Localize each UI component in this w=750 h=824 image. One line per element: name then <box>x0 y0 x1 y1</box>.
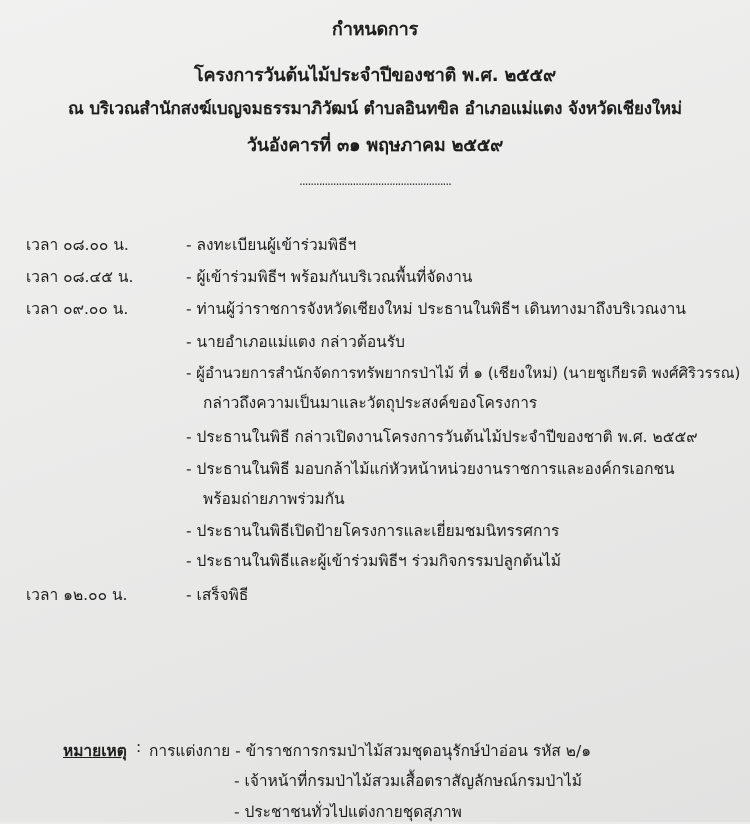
event-date: วันอังคารที่ ๓๑ พฤษภาคม ๒๕๕๙ <box>246 135 504 156</box>
note-line: - ประชาชนทั่วไปแต่งกายชุดสุภาพ <box>234 803 462 821</box>
schedule-activity: - ประธานในพิธี กล่าวเปิดงานโครงการวันต้นไม้ประจำปีของชาติ พ.ศ. ๒๕๕๙ <box>186 428 698 446</box>
schedule-activity: - ประธานในพิธี มอบกล้าไม้แก่หัวหน้าหน่วยงานราชการและองค์กรเอกชน <box>186 460 675 478</box>
project-title: โครงการวันต้นไม้ประจำปีของชาติ พ.ศ. ๒๕๕๙ <box>194 65 556 86</box>
schedule-activity-continued: กล่าวถึงความเป็นมาและวัตถุประสงค์ของโครงการ <box>203 394 538 412</box>
document-title: กำหนดการ <box>331 19 419 40</box>
venue-line: ณ บริเวณสำนักสงฆ์เบญจมธรรมาภิวัฒน์ ตำบลอินทขิล อำเภอแม่แตง จังหวัดเชียงใหม่ <box>68 99 682 119</box>
schedule-time: เวลา ๐๘.๐๐ น. <box>26 236 129 254</box>
schedule-activity: - เสร็จพิธี <box>186 586 249 604</box>
schedule-time: เวลา ๑๒.๐๐ น. <box>26 586 128 604</box>
note-line: - เจ้าหน้าที่กรมป่าไม้สวมเสื้อตราสัญลักษณ์กรมป่าไม้ <box>234 772 582 790</box>
schedule-activity-continued: พร้อมถ่ายภาพร่วมกัน <box>203 490 345 508</box>
schedule-activity: - นายอำเภอแม่แตง กล่าวต้อนรับ <box>186 333 405 351</box>
schedule-time: เวลา ๐๘.๔๕ น. <box>26 268 134 286</box>
schedule-activity: - ท่านผู้ว่าราชการจังหวัดเชียงใหม่ ประธานในพิธีฯ เดินทางมาถึงบริเวณงาน <box>186 300 686 318</box>
schedule-activity: - ผู้อำนวยการสำนักจัดการทรัพยากรป่าไม้ ที่ ๑ (เชียงใหม่) (นายชูเกียรติ พงศ์ศิริวรรณ) <box>186 364 741 382</box>
note-label <box>63 738 127 763</box>
schedule-activity: - ประธานในพิธีเปิดป้ายโครงการและเยี่ยมชมนิทรรศการ <box>186 522 560 540</box>
schedule-activity: - ลงทะเบียนผู้เข้าร่วมพิธีฯ <box>186 236 357 254</box>
schedule-activity: - ประธานในพิธีและผู้เข้าร่วมพิธีฯ ร่วมกิจกรรมปลูกต้นไม้ <box>186 552 562 570</box>
schedule-activity: - ผู้เข้าร่วมพิธีฯ พร้อมกันบริเวณพื้นที่จัดงาน <box>186 268 473 286</box>
note-line: การแต่งกาย - ข้าราชการกรมป่าไม้สวมชุดอนุรักษ์ป่าอ่อน รหัส ๒/๑ <box>149 742 592 760</box>
separator: ...................................................... <box>299 174 451 188</box>
schedule-time: เวลา ๐๙.๐๐ น. <box>26 300 129 318</box>
note-label-text: หมายเหตุ <box>63 742 127 760</box>
note-colon: : <box>136 738 142 756</box>
